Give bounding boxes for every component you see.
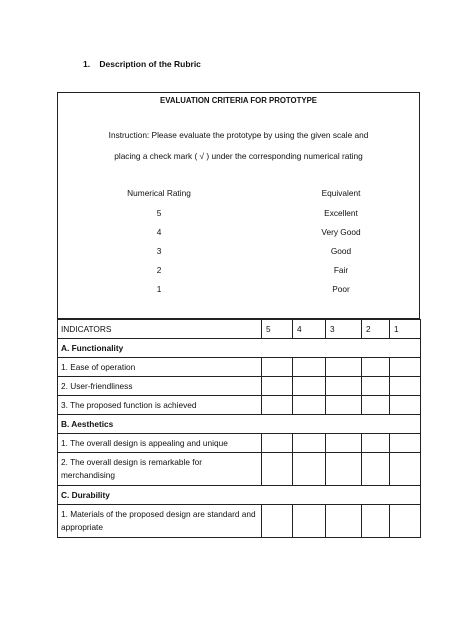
section-heading <box>83 59 201 69</box>
rating-cell[interactable] <box>326 396 362 415</box>
rating-cell[interactable] <box>390 434 421 453</box>
evaluation-criteria-box <box>57 92 420 319</box>
rating-cell[interactable] <box>390 396 421 415</box>
rating-cell[interactable] <box>326 434 362 453</box>
rating-cell[interactable] <box>362 396 390 415</box>
indicator-label: 2. User-friendliness <box>58 377 262 396</box>
rating-cell[interactable] <box>326 377 362 396</box>
rating-header-1: 1 <box>390 320 421 339</box>
scale-equivalent: Poor <box>332 284 350 294</box>
indicator-label: 1. The overall design is appealing and unique <box>58 434 262 453</box>
rating-header-3: 3 <box>326 320 362 339</box>
rating-cell[interactable] <box>390 505 421 538</box>
table-row <box>58 505 421 538</box>
section-title-aesthetics: B. Aesthetics <box>58 415 421 434</box>
rating-cell[interactable] <box>262 453 293 486</box>
scale-equivalent: Good <box>330 246 352 256</box>
rating-cell[interactable] <box>390 453 421 486</box>
scale-rating: 4 <box>156 227 162 237</box>
indicators-header: INDICATORS <box>58 320 262 339</box>
instruction-line-2: placing a check mark ( √ ) under the corresponding numerical rating <box>114 151 363 161</box>
section-number: 1. <box>83 59 91 69</box>
criteria-title: EVALUATION CRITERIA FOR PROTOTYPE <box>160 96 317 105</box>
rating-header-5: 5 <box>262 320 293 339</box>
scale-rating: 3 <box>156 246 162 256</box>
rating-cell[interactable] <box>362 358 390 377</box>
scale-equivalent: Very Good <box>321 227 361 237</box>
indicator-label: 1. Ease of operation <box>58 358 262 377</box>
indicator-label: 1. Materials of the proposed design are standard and appropriate <box>58 505 262 538</box>
rating-header-2: 2 <box>362 320 390 339</box>
scale-rating: 2 <box>156 265 162 275</box>
table-row <box>58 396 421 415</box>
rubric-table <box>57 319 421 538</box>
table-row <box>58 377 421 396</box>
section-title: Description of the Rubric <box>99 59 201 69</box>
scale-equivalent: Excellent <box>324 208 358 218</box>
scale-rating: 5 <box>156 208 162 218</box>
section-row <box>58 486 421 505</box>
rating-column-label: Numerical Rating <box>127 188 191 198</box>
rating-cell[interactable] <box>362 377 390 396</box>
rating-cell[interactable] <box>262 505 293 538</box>
table-row <box>58 358 421 377</box>
rating-cell[interactable] <box>293 453 326 486</box>
scale-rating: 1 <box>156 284 162 294</box>
rating-cell[interactable] <box>293 377 326 396</box>
rating-cell[interactable] <box>390 358 421 377</box>
rating-cell[interactable] <box>362 434 390 453</box>
rating-cell[interactable] <box>390 377 421 396</box>
table-row <box>58 453 421 486</box>
rating-cell[interactable] <box>362 505 390 538</box>
rating-cell[interactable] <box>362 453 390 486</box>
instruction-line-1: Instruction: Please evaluate the prototype by using the given scale and <box>108 130 369 140</box>
rating-header-4: 4 <box>293 320 326 339</box>
rating-cell[interactable] <box>293 358 326 377</box>
table-header-row <box>58 320 421 339</box>
section-title-durability: C. Durability <box>58 486 421 505</box>
rating-cell[interactable] <box>262 358 293 377</box>
section-row <box>58 415 421 434</box>
section-row <box>58 339 421 358</box>
section-title-functionality: A. Functionality <box>58 339 421 358</box>
rating-cell[interactable] <box>326 505 362 538</box>
rating-cell[interactable] <box>293 434 326 453</box>
rating-cell[interactable] <box>326 358 362 377</box>
table-row <box>58 434 421 453</box>
rating-cell[interactable] <box>262 434 293 453</box>
rating-cell[interactable] <box>293 505 326 538</box>
indicator-label: 2. The overall design is remarkable for merchandising <box>58 453 262 486</box>
equivalent-column-label: Equivalent <box>321 188 361 198</box>
scale-equivalent: Fair <box>333 265 349 275</box>
rating-cell[interactable] <box>262 396 293 415</box>
indicator-label: 3. The proposed function is achieved <box>58 396 262 415</box>
rating-cell[interactable] <box>293 396 326 415</box>
rating-cell[interactable] <box>326 453 362 486</box>
rating-cell[interactable] <box>262 377 293 396</box>
